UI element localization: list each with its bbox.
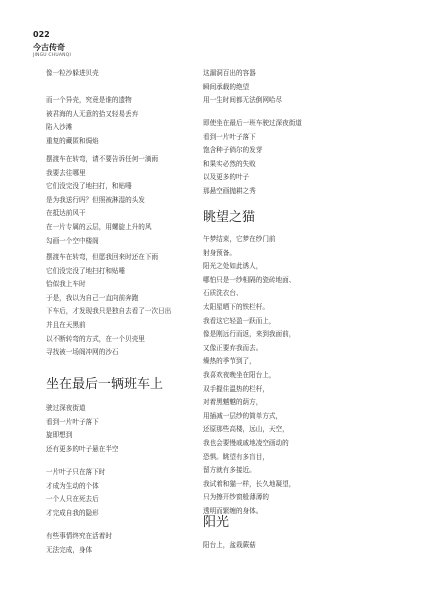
poem-line: 并且在天黑前 — [46, 320, 86, 329]
poem-line: 只为擦开纱窗般薄薄的 — [203, 493, 269, 502]
poem-line: 这漏洞百出的容器 — [203, 69, 256, 77]
poem-line: 像是刚远行而返，来到我面前， — [203, 330, 296, 339]
poem-line: 而一个异壳，究竟是谁的遗物 — [46, 96, 132, 104]
poem-line: 是为我送行吗？但照被淋湿的头发 — [46, 195, 145, 204]
poem-line: 留方就有多接近。 — [203, 466, 256, 475]
poem-line: 瞬间承载的绝望 — [203, 82, 250, 91]
poem-line: 恐惧。眺望有多盲目， — [203, 452, 269, 461]
poem2-title: 坐在最后一辆班车上 — [46, 377, 164, 392]
poem-line: 有些事情终究在活着时 — [46, 532, 112, 540]
poem-line: 看到一片叶子落下 — [46, 417, 99, 426]
poem-line: 阳光之处如此诱人， — [203, 262, 263, 271]
poem-line: 用插减一层纱的简单方式， — [203, 411, 283, 420]
poem-line: 摆渡车在转弯，但愿我回来时还在下雨 — [46, 253, 159, 261]
poem2-continued-stanza-2 — [203, 117, 302, 199]
poem1-stanza-2 — [46, 153, 158, 248]
poem-line: 一个人只在死去后 — [46, 495, 99, 504]
poem3-title: 眺望之猫 — [203, 210, 256, 225]
poem-line: 它们没完没了地扫打和贴唾 — [46, 266, 126, 275]
poem-line: 才成为生动的个体 — [46, 481, 99, 490]
poem-line: 即使坐在最后一班车驶过深夜街道 — [203, 119, 302, 127]
poem3-body — [203, 233, 295, 518]
magazine-title: 今古传奇 — [33, 42, 65, 52]
poem2-continued-stanza-1 — [203, 67, 282, 108]
poem-line: 阳台上，盆栽蕨菇 — [203, 541, 256, 549]
poem-line: 重复的藏匿和焗焰 — [46, 136, 99, 145]
poem-line: 射身预备。 — [203, 248, 236, 257]
poem-line: 那悬空画抛耕之秀 — [203, 186, 256, 195]
poem-line: 还原那些高楼，远山，天空， — [203, 425, 289, 434]
poem-line: 双手握住温热的栏杆， — [203, 384, 269, 393]
poem-line: 在抵达前风干 — [46, 209, 86, 218]
poem-line: 石质洗衣台、 — [203, 289, 243, 298]
poem-line: 我喜欢夜晚坐在阳台上， — [203, 370, 276, 379]
poem-line: 驶过深夜街道 — [46, 404, 86, 412]
page-header — [33, 30, 71, 59]
poem2-stanza-3 — [46, 530, 112, 557]
poem-line: 对着黑魆魆的荫方， — [203, 398, 263, 407]
poem-line: 用一生时间都无法倒网哈尽 — [203, 96, 283, 105]
poem4-body — [203, 539, 256, 553]
poem-line: 午梦结束，它梦在纱门前 — [203, 235, 276, 243]
poem-line: 还有更多的叶子悬在半空 — [46, 444, 119, 453]
page-number: 022 — [33, 30, 50, 39]
poem-line: 我看这它轻盈一跃而上， — [203, 316, 276, 325]
poem-line: 又像正要弃我而去。 — [203, 343, 263, 352]
poem4-title: 阳光 — [203, 515, 230, 530]
poem-line: 下车后，才发现我只是独自去看了一次日出 — [46, 307, 172, 316]
poem2-stanza-2 — [46, 466, 105, 520]
poem-line: 一片叶子只在落下时 — [46, 468, 106, 476]
poem1-stanza-3 — [46, 251, 171, 360]
poem-line: 勾画一个空中楼阁 — [46, 236, 99, 245]
poem-line: 恰似我上车时 — [46, 280, 86, 289]
poem1-stanza-1 — [46, 94, 138, 148]
poem-line: 无法完成，身体 — [46, 545, 93, 554]
poem-line: 我试着和猫一样，长久地凝望， — [203, 479, 296, 488]
poem-line: 太阳星晒下的铁栏杆。 — [203, 302, 269, 311]
poem-line: 我也会要慢戚戚地凌空画动的 — [203, 438, 289, 447]
poem-line: 旋即想到 — [46, 431, 73, 440]
poem-line: 哪怕只是一纱相隔的瓷砖地面、 — [203, 275, 296, 284]
poem-line: 以不断转弯的方式，在一个贝壳里 — [46, 334, 145, 343]
poem-line: 在一片专属的云层，用螺旋上升的风 — [46, 222, 152, 231]
poem-line: 摆渡车在转弯，请不要告诉任何一滴雨 — [46, 155, 159, 163]
poem-line: 和果实必然的失败 — [203, 159, 256, 168]
poem-line: 透明而繁缠的身体。 — [203, 506, 263, 515]
poem-line: 燥热的季节到了， — [203, 357, 256, 366]
poem-line: 看到一片叶子落下 — [203, 132, 256, 141]
poem-line: 它们没完没了地扫打，和贴唾 — [46, 182, 132, 191]
poem-line: 才完成自我的隐形 — [46, 508, 99, 517]
poem-line: 被君海的人无意的拾又轻易丢弃 — [46, 109, 139, 118]
poem-line: 像一粒沙躲进贝壳 — [46, 69, 99, 77]
poem-line: 饱含种子倘尔的发芽 — [203, 146, 263, 155]
poem-line: 陷入沙滩 — [46, 123, 73, 132]
poem-line: 寻找被一场阁冲网的沙石 — [46, 348, 119, 357]
intro-lines — [46, 67, 99, 81]
poem2-stanza-1 — [46, 402, 119, 456]
poem-line: 我要去往哪里 — [46, 168, 86, 177]
poem-line: 以及更多的叶子 — [203, 173, 250, 182]
magazine-subtitle: JINGU CHUANQI — [33, 53, 71, 58]
poem-line: 于是，我以为自己一直向前奔跑 — [46, 293, 139, 302]
